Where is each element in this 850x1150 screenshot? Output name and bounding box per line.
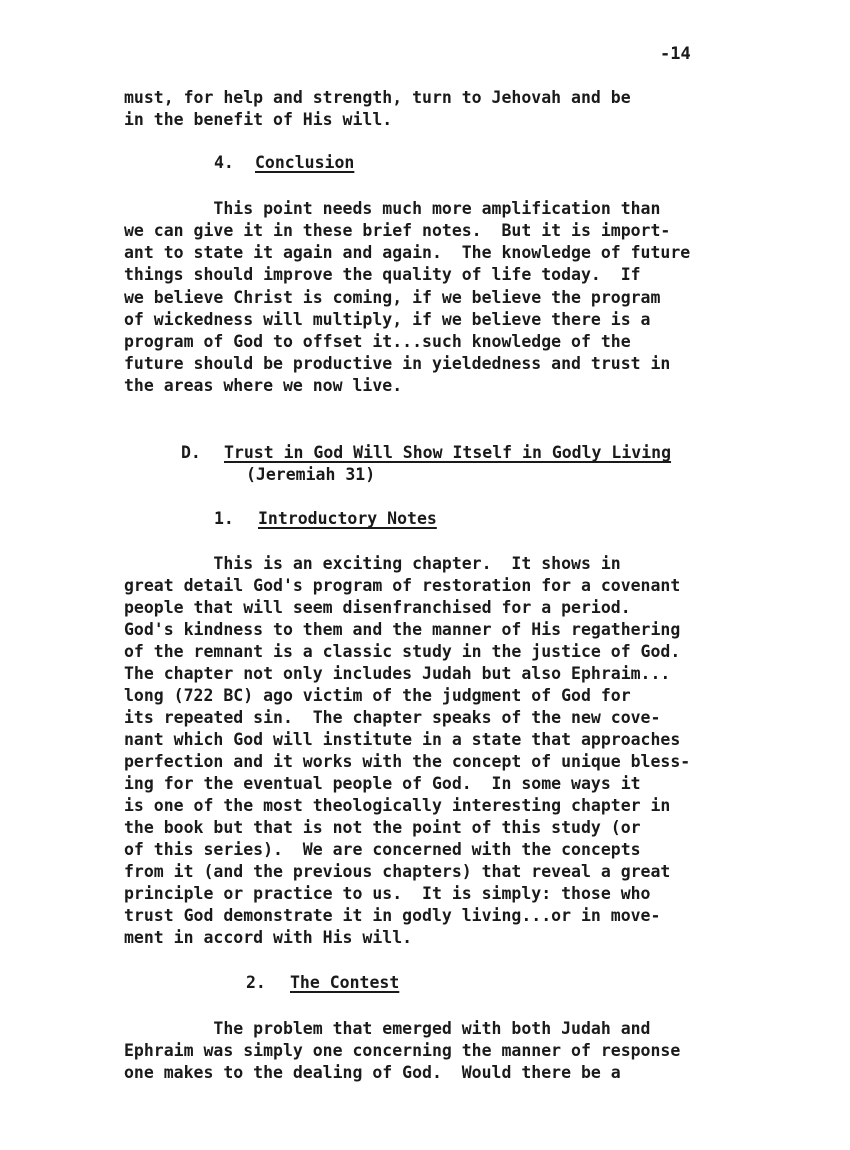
text-line: we can give it in these brief notes. But it is import- (124, 221, 671, 240)
text-line: Ephraim was simply one concerning the manner of response (124, 1041, 681, 1060)
text-line: must, for help and strength, turn to Jehovah and be (124, 88, 631, 107)
heading-subtitle: (Jeremiah 31) (246, 465, 376, 484)
heading-title: The Contest (290, 973, 400, 992)
text-line: God's kindness to them and the manner of His regathering (124, 620, 681, 639)
text-line: people that will seem disenfranchised for a period. (124, 598, 631, 617)
text-line: the areas where we now live. (124, 376, 403, 395)
text-line: its repeated sin. The chapter speaks of the new cove- (124, 708, 661, 727)
text-line: perfection and it works with the concept of unique bless- (124, 752, 691, 771)
text-line: ment in accord with His will. (124, 928, 413, 947)
text-line: principle or practice to us. It is simply: those who (124, 884, 651, 903)
text-line: The chapter not only includes Judah but also Ephraim... (124, 664, 671, 683)
text-line: one makes to the dealing of God. Would there be a (124, 1063, 621, 1082)
text-line: ing for the eventual people of God. In some ways it (124, 774, 641, 793)
heading-letter: D. (181, 443, 201, 462)
text-line: is one of the most theologically interesting chapter in (124, 796, 671, 815)
text-line: great detail God's program of restoration for a covenant (124, 576, 681, 595)
text-line: future should be productive in yieldedness and trust in (124, 354, 671, 373)
text-line: This is an exciting chapter. It shows in (124, 554, 621, 573)
text-line: This point needs much more amplification than (124, 199, 661, 218)
heading-title: Introductory Notes (258, 509, 437, 528)
text-line: from it (and the previous chapters) that reveal a great (124, 862, 671, 881)
text-line: The problem that emerged with both Judah and (124, 1019, 651, 1038)
heading-number: 2. (246, 973, 266, 992)
text-line: long (722 BC) ago victim of the judgment of God for (124, 686, 631, 705)
heading-number: 4. (214, 153, 234, 172)
heading-title: Conclusion (255, 153, 355, 172)
text-line: the book but that is not the point of this study (or (124, 818, 641, 837)
heading-number: 1. (214, 509, 234, 528)
text-line: of this series). We are concerned with the concepts (124, 840, 641, 859)
text-line: nant which God will institute in a state that approaches (124, 730, 681, 749)
text-line: we believe Christ is coming, if we believe the program (124, 288, 661, 307)
text-line: trust God demonstrate it in godly living...or in move- (124, 906, 661, 925)
page-number: -14 (660, 44, 691, 64)
text-line: ant to state it again and again. The knowledge of future (124, 243, 691, 262)
text-line: of wickedness will multiply, if we believe there is a (124, 310, 651, 329)
heading-title: Trust in God Will Show Itself in Godly Living (224, 443, 672, 462)
text-line: program of God to offset it...such knowledge of the (124, 332, 631, 351)
text-line: things should improve the quality of life today. If (124, 265, 641, 284)
text-line: in the benefit of His will. (124, 110, 393, 129)
text-line: of the remnant is a classic study in the justice of God. (124, 642, 681, 661)
